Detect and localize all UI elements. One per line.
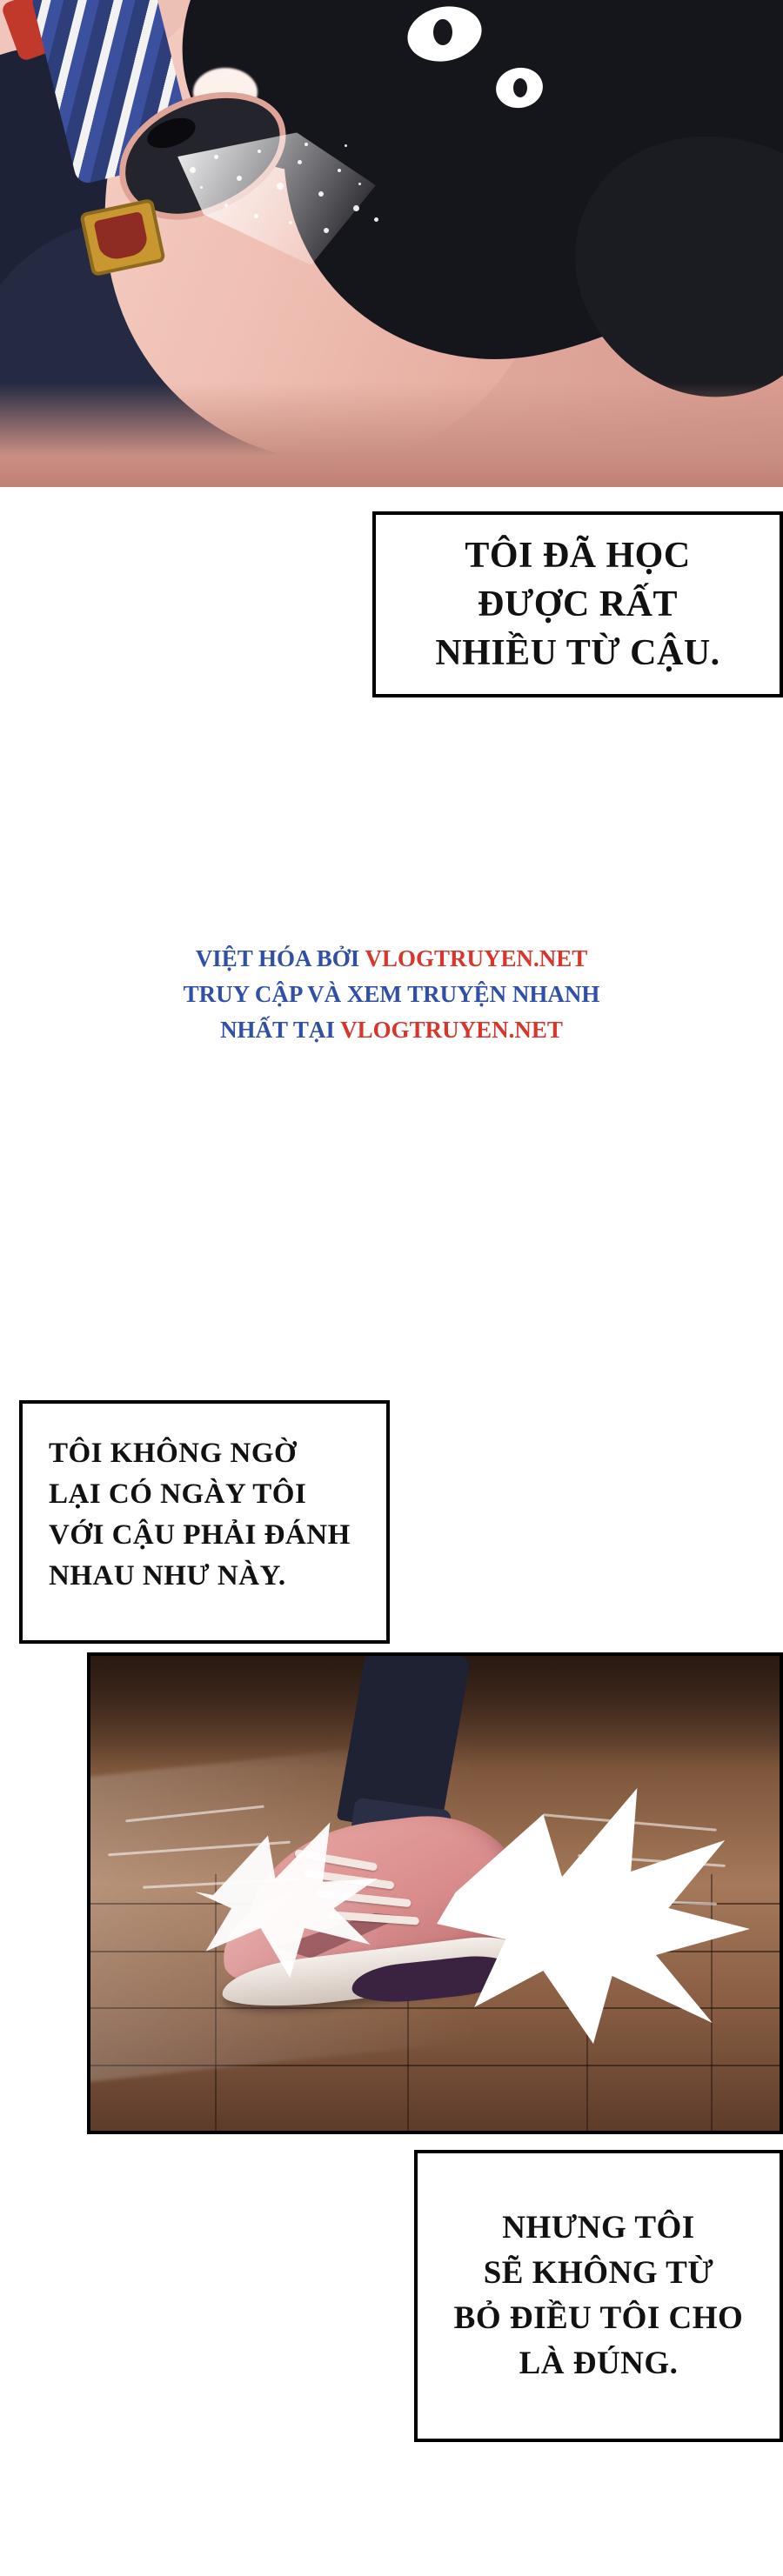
credit-text: NHẤT TẠI	[220, 1017, 341, 1044]
speech-line: LÀ ĐÚNG.	[519, 2345, 679, 2381]
speech-line: SẼ KHÔNG TỪ	[483, 2255, 714, 2292]
panel-bottom-shadow	[0, 383, 783, 487]
speech-line: TÔI KHÔNG NGỜ	[49, 1438, 298, 1469]
credit-site: VLOGTRUYEN.NET	[340, 1017, 563, 1044]
speech-line: TÔI ĐÃ HỌC	[465, 535, 691, 576]
translation-credit	[0, 941, 783, 1048]
speech-line: ĐƯỢC RẤT	[478, 584, 678, 624]
speech-line: LẠI CÓ NGÀY TÔI	[49, 1478, 307, 1510]
speech-line: VỚI CẬU PHẢI ĐÁNH	[49, 1518, 351, 1551]
speech-line: BỎ ĐIỀU TÔI CHO	[453, 2300, 744, 2336]
spray-droplets	[174, 130, 400, 296]
credit-line-2: TRUY CẬP VÀ XEM TRUYỆN NHANH	[183, 981, 600, 1008]
speech-bubble-second	[19, 1400, 390, 1644]
speech-bubble-third	[414, 2150, 783, 2442]
credit-site: VLOGTRUYEN.NET	[365, 945, 588, 971]
speech-bubble-first	[372, 511, 783, 697]
motion-streaks	[90, 1786, 783, 2012]
credit-text: VIỆT HÓA BỞI	[195, 945, 365, 971]
credit-line-1	[0, 941, 783, 977]
manga-panel-shoe-impact	[87, 1652, 783, 2134]
speech-line: NHƯNG TÔI	[502, 2210, 695, 2246]
pupil-left	[433, 19, 452, 45]
speech-line: NHIỀU TỪ CẬU.	[435, 633, 720, 674]
pupil-right	[513, 78, 527, 97]
speech-line: NHAU NHƯ NÀY.	[49, 1559, 286, 1592]
manga-panel-face-closeup	[0, 0, 783, 487]
credit-line-3	[0, 1012, 783, 1048]
